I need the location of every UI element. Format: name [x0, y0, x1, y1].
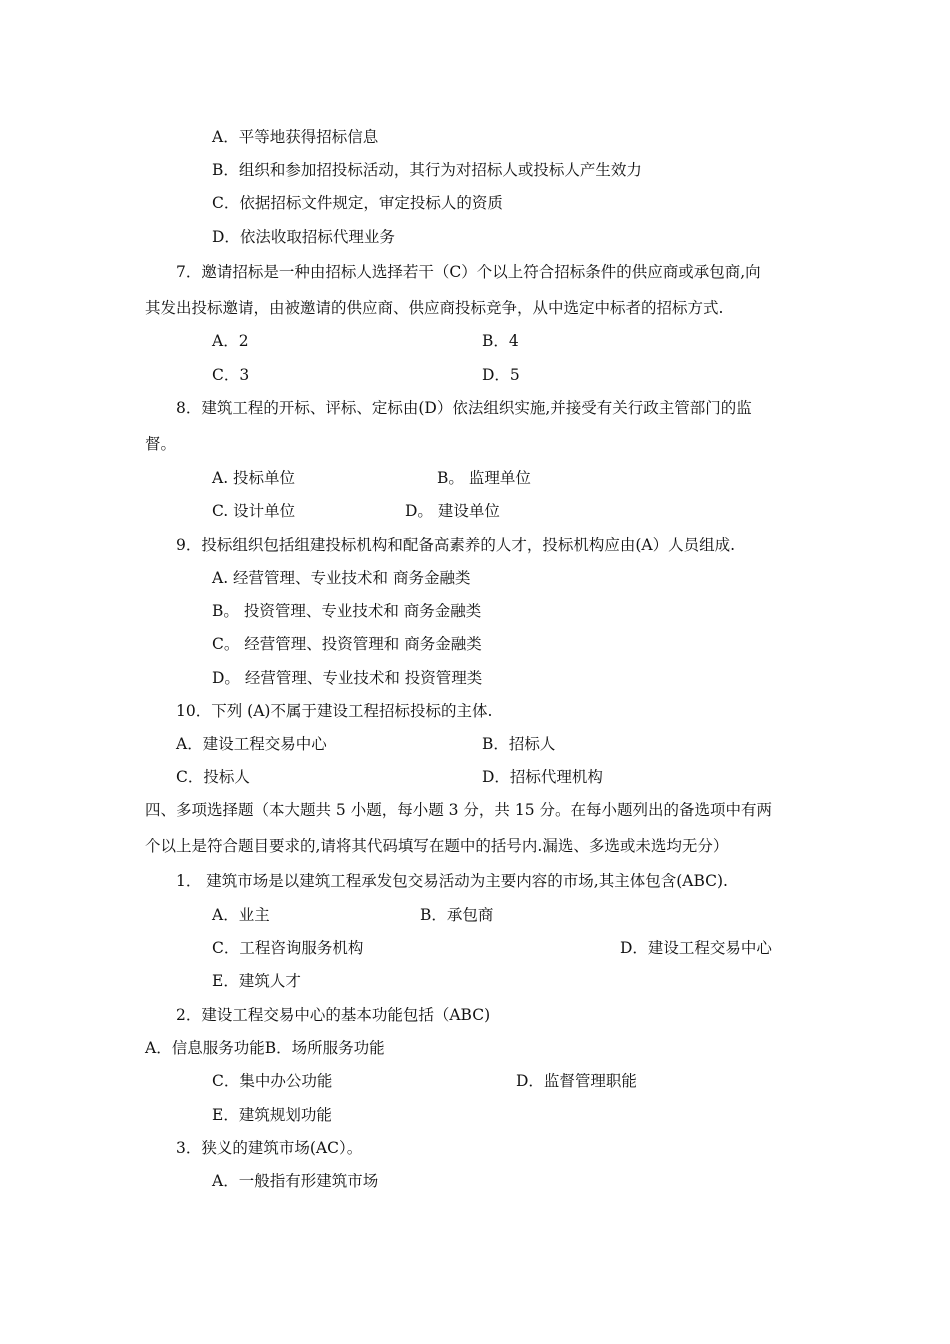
text-line: D．建设工程交易中心 [620, 939, 772, 957]
text-line: D。 建设单位 [405, 502, 500, 520]
text-line: D．招标代理机构 [482, 768, 603, 786]
text-line: C．投标人 [176, 768, 250, 786]
text-line: D。 经营管理、专业技术和 投资管理类 [212, 669, 483, 687]
text-line: B。 监理单位 [437, 469, 531, 487]
text-line: E．建筑人才 [212, 972, 301, 990]
text-line: 3．狭义的建筑市场(AC）。 [176, 1139, 363, 1157]
text-line: D．5 [482, 366, 520, 384]
text-line: C．3 [212, 366, 250, 384]
text-line: 其发出投标邀请，由被邀请的供应商、供应商投标竞争，从中选定中标者的招标方式. [145, 299, 724, 317]
text-line: 8．建筑工程的开标、评标、定标由(D）依法组织实施,并接受有关行政主管部门的监 [176, 399, 752, 417]
text-line: A. 经营管理、专业技术和 商务金融类 [212, 569, 471, 587]
text-line: A．平等地获得招标信息 [212, 128, 379, 146]
text-line: A．业主 [212, 906, 270, 924]
text-line: B．组织和参加招投标活动，其行为对招标人或投标人产生效力 [212, 161, 642, 179]
text-line: D．监督管理职能 [516, 1072, 637, 1090]
text-line: C．集中办公功能 [212, 1072, 333, 1090]
text-line: 2．建设工程交易中心的基本功能包括（ABC) [176, 1006, 491, 1024]
text-line: 个以上是符合题目要求的,请将其代码填写在题中的括号内.漏选、多选或未选均无分） [145, 837, 729, 855]
text-line: B。 投资管理、专业技术和 商务金融类 [212, 602, 482, 620]
text-line: B．4 [482, 332, 519, 350]
text-line: B．招标人 [482, 735, 556, 753]
text-line: E．建筑规划功能 [212, 1106, 332, 1124]
text-line: A．一般指有形建筑市场 [212, 1172, 379, 1190]
text-line: A．建设工程交易中心 [176, 735, 327, 753]
text-line: C。 经营管理、投资管理和 商务金融类 [212, 635, 482, 653]
text-line: 10．下列 (A)不属于建设工程招标投标的主体. [176, 702, 493, 720]
text-line: A. 投标单位 [212, 469, 296, 487]
text-line: 1． 建筑市场是以建筑工程承发包交易活动为主要内容的市场,其主体包含(ABC). [176, 872, 728, 890]
text-line: 7．邀请招标是一种由招标人选择若干（C）个以上符合招标条件的供应商或承包商,向 [176, 263, 761, 281]
text-line: A．信息服务功能B．场所服务功能 [145, 1039, 385, 1057]
text-line: B．承包商 [420, 906, 494, 924]
text-line: C．依据招标文件规定，审定投标人的资质 [212, 194, 503, 212]
text-line: A．2 [212, 332, 249, 350]
text-line: D．依法收取招标代理业务 [212, 228, 395, 246]
text-line: 9．投标组织包括组建投标机构和配备高素养的人才，投标机构应由(A）人员组成. [176, 536, 736, 554]
text-line: 四、多项选择题（本大题共 5 小题，每小题 3 分，共 15 分。在每小题列出的备选项中有两 [145, 801, 773, 819]
text-line: C．工程咨询服务机构 [212, 939, 364, 957]
text-line: 督。 [145, 435, 177, 453]
text-line: C. 设计单位 [212, 502, 296, 520]
